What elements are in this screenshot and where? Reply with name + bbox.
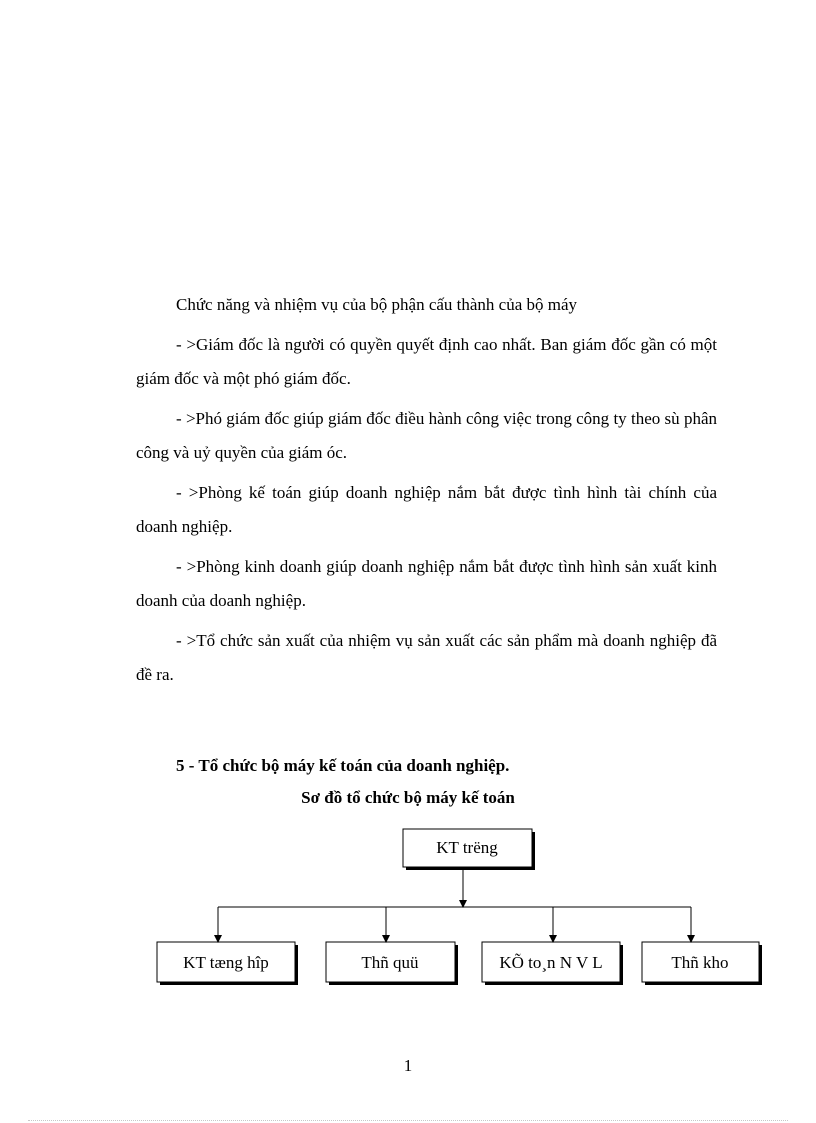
root-label: KT trëng <box>436 838 498 857</box>
paragraph-business-dept: - >Phòng kinh doanh giúp doanh nghiệp nắm bắt được tình hình sản xuất kinh doanh của doanh nghiệp. <box>136 557 717 610</box>
page-number: 1 <box>403 1056 413 1075</box>
intro-paragraph: Chức năng và nhiệm vụ của bộ phận cấu thành của bộ máy <box>176 295 578 314</box>
paragraph-director: - >Giám đốc là người có quyền quyết định cao nhất. Ban giám đốc gần có một giám đốc và một phó giám đốc. <box>136 335 717 388</box>
page-bottom-rule <box>28 1120 788 1121</box>
paragraph-deputy-director: - >Phó giám đốc giúp giám đốc điều hành công việc trong công ty theo sù phân công và uỷ quyền của giám óc. <box>136 409 717 462</box>
child-label-0: KT tæng hîp <box>183 953 269 972</box>
child-label-2: KÕ to¸n N V L <box>499 953 603 972</box>
paragraph-accounting-dept: - >Phòng kế toán giúp doanh nghiệp nắm bắt được tình hình tài chính của doanh nghiệp. <box>136 483 717 536</box>
child-label-1: Thñ quü <box>361 953 419 972</box>
paragraph-production: - >Tổ chức sản xuất của nhiệm vụ sản xuất các sản phẩm mà doanh nghiệp đã đề ra. <box>136 631 717 684</box>
diagram-title: Sơ đồ tổ chức bộ máy kế toán <box>301 788 515 807</box>
child-label-3: Thñ kho <box>671 953 729 972</box>
section-heading: 5 - Tổ chức bộ máy kế toán của doanh nghiệp. <box>176 756 510 775</box>
